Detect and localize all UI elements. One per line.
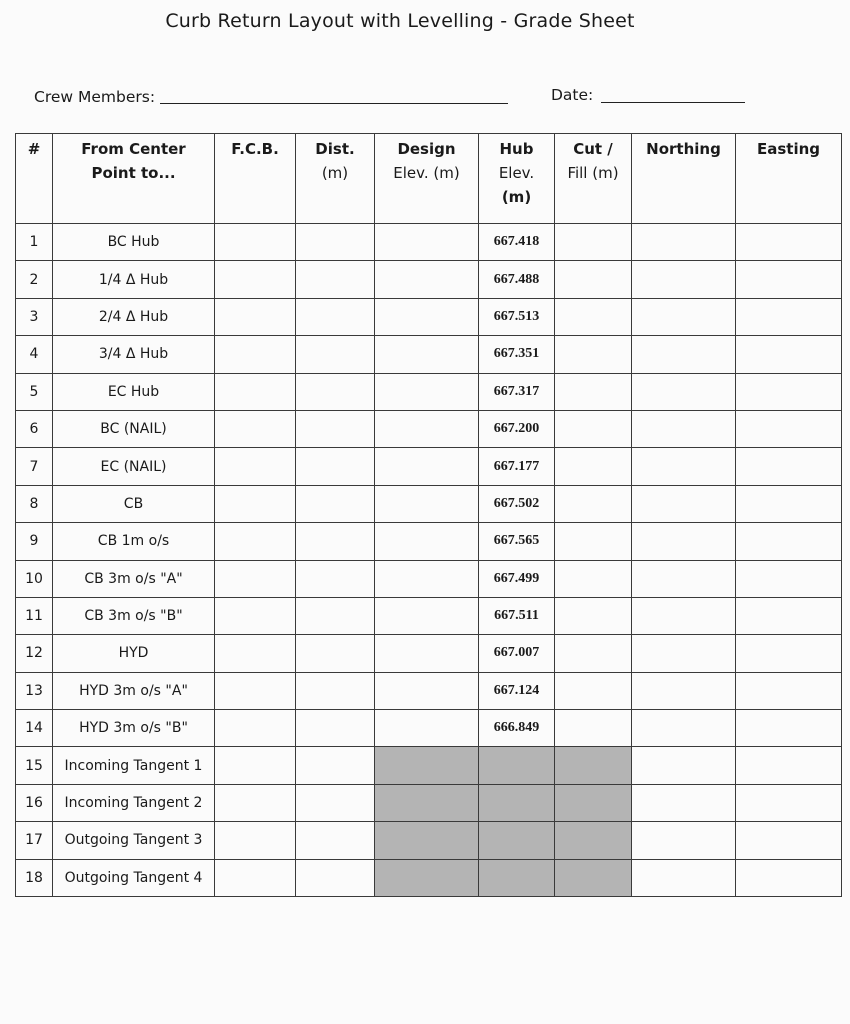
row-easting-cell[interactable] bbox=[736, 859, 842, 896]
row-number: 8 bbox=[16, 485, 53, 522]
row-northing-cell[interactable] bbox=[632, 261, 736, 298]
row-design-elev-cell[interactable] bbox=[375, 672, 479, 709]
row-dist-cell[interactable] bbox=[296, 410, 375, 447]
row-fcb-cell[interactable] bbox=[215, 336, 296, 373]
row-hub-elev: 667.513 bbox=[479, 298, 555, 335]
row-northing-cell[interactable] bbox=[632, 597, 736, 634]
row-fcb-cell[interactable] bbox=[215, 298, 296, 335]
row-northing-cell[interactable] bbox=[632, 373, 736, 410]
row-northing-cell[interactable] bbox=[632, 485, 736, 522]
row-easting-cell[interactable] bbox=[736, 224, 842, 261]
row-northing-cell[interactable] bbox=[632, 635, 736, 672]
table-row bbox=[16, 410, 842, 447]
row-easting-cell[interactable] bbox=[736, 822, 842, 859]
row-number: 9 bbox=[16, 523, 53, 560]
row-dist-cell[interactable] bbox=[296, 597, 375, 634]
row-point: BC (NAIL) bbox=[53, 410, 215, 447]
row-northing-cell[interactable] bbox=[632, 298, 736, 335]
row-fcb-cell[interactable] bbox=[215, 597, 296, 634]
row-cut-fill-cell[interactable] bbox=[555, 410, 632, 447]
table-row bbox=[16, 485, 842, 522]
row-design-elev-cell[interactable] bbox=[375, 336, 479, 373]
row-easting-cell[interactable] bbox=[736, 710, 842, 747]
row-cut-fill-cell[interactable] bbox=[555, 635, 632, 672]
row-cut-fill-cell[interactable] bbox=[555, 672, 632, 709]
row-fcb-cell[interactable] bbox=[215, 523, 296, 560]
row-design-elev-cell[interactable] bbox=[375, 523, 479, 560]
row-hub-elev bbox=[479, 784, 555, 821]
row-fcb-cell[interactable] bbox=[215, 560, 296, 597]
header-row bbox=[16, 134, 842, 224]
row-design-elev-cell[interactable] bbox=[375, 448, 479, 485]
row-design-elev-cell[interactable] bbox=[375, 373, 479, 410]
row-easting-cell[interactable] bbox=[736, 485, 842, 522]
row-dist-cell[interactable] bbox=[296, 859, 375, 896]
row-point: CB 1m o/s bbox=[53, 523, 215, 560]
row-cut-fill-cell[interactable] bbox=[555, 523, 632, 560]
table-row bbox=[16, 448, 842, 485]
row-northing-cell[interactable] bbox=[632, 710, 736, 747]
row-number: 13 bbox=[16, 672, 53, 709]
row-number: 18 bbox=[16, 859, 53, 896]
row-northing-cell[interactable] bbox=[632, 822, 736, 859]
row-number: 3 bbox=[16, 298, 53, 335]
row-cut-fill-cell bbox=[555, 822, 632, 859]
row-dist-cell[interactable] bbox=[296, 747, 375, 784]
row-fcb-cell[interactable] bbox=[215, 410, 296, 447]
row-easting-cell[interactable] bbox=[736, 672, 842, 709]
row-point: 1/4 Δ Hub bbox=[53, 261, 215, 298]
row-easting-cell[interactable] bbox=[736, 523, 842, 560]
row-northing-cell[interactable] bbox=[632, 560, 736, 597]
row-dist-cell[interactable] bbox=[296, 336, 375, 373]
table-row bbox=[16, 523, 842, 560]
date-field[interactable] bbox=[601, 102, 745, 103]
row-northing-cell[interactable] bbox=[632, 747, 736, 784]
row-easting-cell[interactable] bbox=[736, 747, 842, 784]
header-fcb: F.C.B. bbox=[215, 134, 296, 224]
table-row bbox=[16, 373, 842, 410]
row-fcb-cell[interactable] bbox=[215, 710, 296, 747]
row-design-elev-cell[interactable] bbox=[375, 485, 479, 522]
row-northing-cell[interactable] bbox=[632, 336, 736, 373]
row-cut-fill-cell[interactable] bbox=[555, 224, 632, 261]
row-number: 17 bbox=[16, 822, 53, 859]
row-northing-cell[interactable] bbox=[632, 859, 736, 896]
row-number: 16 bbox=[16, 784, 53, 821]
row-point: HYD 3m o/s "B" bbox=[53, 710, 215, 747]
row-number: 15 bbox=[16, 747, 53, 784]
row-cut-fill-cell[interactable] bbox=[555, 710, 632, 747]
row-hub-elev: 667.124 bbox=[479, 672, 555, 709]
table-row bbox=[16, 597, 842, 634]
row-easting-cell[interactable] bbox=[736, 373, 842, 410]
row-number: 11 bbox=[16, 597, 53, 634]
table-row bbox=[16, 336, 842, 373]
row-point: HYD bbox=[53, 635, 215, 672]
row-easting-cell[interactable] bbox=[736, 597, 842, 634]
row-dist-cell[interactable] bbox=[296, 261, 375, 298]
table-row bbox=[16, 298, 842, 335]
row-point: Incoming Tangent 2 bbox=[53, 784, 215, 821]
date-label: Date: bbox=[551, 86, 594, 104]
crew-members-field[interactable] bbox=[160, 103, 508, 104]
row-dist-cell[interactable] bbox=[296, 298, 375, 335]
row-dist-cell[interactable] bbox=[296, 560, 375, 597]
row-point: CB bbox=[53, 485, 215, 522]
header-design-elev: Design Elev. (m) bbox=[375, 134, 479, 224]
row-design-elev-cell bbox=[375, 859, 479, 896]
row-easting-cell[interactable] bbox=[736, 448, 842, 485]
row-fcb-cell[interactable] bbox=[215, 485, 296, 522]
row-hub-elev: 667.317 bbox=[479, 373, 555, 410]
row-point: HYD 3m o/s "A" bbox=[53, 672, 215, 709]
table-row bbox=[16, 747, 842, 784]
grade-sheet-table bbox=[15, 133, 842, 897]
row-cut-fill-cell bbox=[555, 859, 632, 896]
table-row bbox=[16, 560, 842, 597]
row-number: 4 bbox=[16, 336, 53, 373]
row-fcb-cell[interactable] bbox=[215, 635, 296, 672]
row-design-elev-cell[interactable] bbox=[375, 224, 479, 261]
row-easting-cell[interactable] bbox=[736, 261, 842, 298]
row-fcb-cell[interactable] bbox=[215, 672, 296, 709]
row-hub-elev: 667.007 bbox=[479, 635, 555, 672]
row-cut-fill-cell bbox=[555, 784, 632, 821]
row-easting-cell[interactable] bbox=[736, 410, 842, 447]
row-number: 6 bbox=[16, 410, 53, 447]
row-point: 2/4 Δ Hub bbox=[53, 298, 215, 335]
row-point: CB 3m o/s "B" bbox=[53, 597, 215, 634]
row-design-elev-cell bbox=[375, 784, 479, 821]
row-hub-elev bbox=[479, 822, 555, 859]
row-hub-elev: 667.488 bbox=[479, 261, 555, 298]
row-number: 5 bbox=[16, 373, 53, 410]
row-dist-cell[interactable] bbox=[296, 672, 375, 709]
row-hub-elev: 667.177 bbox=[479, 448, 555, 485]
header-northing: Northing bbox=[632, 134, 736, 224]
row-hub-elev: 667.418 bbox=[479, 224, 555, 261]
row-easting-cell[interactable] bbox=[736, 298, 842, 335]
crew-members-label: Crew Members: bbox=[34, 88, 156, 106]
row-number: 7 bbox=[16, 448, 53, 485]
table-row bbox=[16, 261, 842, 298]
row-hub-elev: 667.351 bbox=[479, 336, 555, 373]
row-northing-cell[interactable] bbox=[632, 410, 736, 447]
row-dist-cell[interactable] bbox=[296, 224, 375, 261]
row-point: 3/4 Δ Hub bbox=[53, 336, 215, 373]
row-fcb-cell[interactable] bbox=[215, 784, 296, 821]
row-hub-elev: 667.565 bbox=[479, 523, 555, 560]
table-row bbox=[16, 224, 842, 261]
row-design-elev-cell[interactable] bbox=[375, 560, 479, 597]
row-point: Outgoing Tangent 3 bbox=[53, 822, 215, 859]
row-hub-elev: 667.502 bbox=[479, 485, 555, 522]
row-number: 1 bbox=[16, 224, 53, 261]
page-title: Curb Return Layout with Levelling - Grade Sheet bbox=[165, 10, 635, 32]
row-dist-cell[interactable] bbox=[296, 822, 375, 859]
row-cut-fill-cell[interactable] bbox=[555, 485, 632, 522]
row-cut-fill-cell[interactable] bbox=[555, 373, 632, 410]
row-hub-elev: 667.499 bbox=[479, 560, 555, 597]
row-design-elev-cell bbox=[375, 822, 479, 859]
row-cut-fill-cell[interactable] bbox=[555, 597, 632, 634]
row-cut-fill-cell bbox=[555, 747, 632, 784]
row-northing-cell[interactable] bbox=[632, 784, 736, 821]
row-design-elev-cell bbox=[375, 747, 479, 784]
row-cut-fill-cell[interactable] bbox=[555, 336, 632, 373]
row-northing-cell[interactable] bbox=[632, 523, 736, 560]
row-fcb-cell[interactable] bbox=[215, 859, 296, 896]
table-row bbox=[16, 635, 842, 672]
row-design-elev-cell[interactable] bbox=[375, 597, 479, 634]
header-cut-fill: Cut / Fill (m) bbox=[555, 134, 632, 224]
header-hub-elev: Hub Elev. (m) bbox=[479, 134, 555, 224]
row-point: CB 3m o/s "A" bbox=[53, 560, 215, 597]
table-row bbox=[16, 859, 842, 896]
row-point: Outgoing Tangent 4 bbox=[53, 859, 215, 896]
row-number: 12 bbox=[16, 635, 53, 672]
row-fcb-cell[interactable] bbox=[215, 261, 296, 298]
row-point: Incoming Tangent 1 bbox=[53, 747, 215, 784]
row-easting-cell[interactable] bbox=[736, 336, 842, 373]
row-hub-elev: 667.511 bbox=[479, 597, 555, 634]
row-hub-elev bbox=[479, 747, 555, 784]
row-fcb-cell[interactable] bbox=[215, 224, 296, 261]
row-cut-fill-cell[interactable] bbox=[555, 448, 632, 485]
table-row bbox=[16, 784, 842, 821]
row-fcb-cell[interactable] bbox=[215, 747, 296, 784]
row-dist-cell[interactable] bbox=[296, 448, 375, 485]
row-design-elev-cell[interactable] bbox=[375, 410, 479, 447]
row-number: 2 bbox=[16, 261, 53, 298]
row-point: EC (NAIL) bbox=[53, 448, 215, 485]
table-row bbox=[16, 672, 842, 709]
row-design-elev-cell[interactable] bbox=[375, 261, 479, 298]
row-design-elev-cell[interactable] bbox=[375, 298, 479, 335]
row-northing-cell[interactable] bbox=[632, 224, 736, 261]
row-dist-cell[interactable] bbox=[296, 635, 375, 672]
row-northing-cell[interactable] bbox=[632, 448, 736, 485]
row-dist-cell[interactable] bbox=[296, 523, 375, 560]
row-dist-cell[interactable] bbox=[296, 784, 375, 821]
header-point: From Center Point to... bbox=[53, 134, 215, 224]
row-cut-fill-cell[interactable] bbox=[555, 298, 632, 335]
row-cut-fill-cell[interactable] bbox=[555, 560, 632, 597]
header-num: # bbox=[16, 134, 53, 224]
row-easting-cell[interactable] bbox=[736, 635, 842, 672]
row-fcb-cell[interactable] bbox=[215, 373, 296, 410]
row-easting-cell[interactable] bbox=[736, 560, 842, 597]
row-point: EC Hub bbox=[53, 373, 215, 410]
row-hub-elev: 667.200 bbox=[479, 410, 555, 447]
row-number: 10 bbox=[16, 560, 53, 597]
row-number: 14 bbox=[16, 710, 53, 747]
row-hub-elev bbox=[479, 859, 555, 896]
header-dist: Dist. (m) bbox=[296, 134, 375, 224]
row-fcb-cell[interactable] bbox=[215, 822, 296, 859]
row-easting-cell[interactable] bbox=[736, 784, 842, 821]
row-dist-cell[interactable] bbox=[296, 710, 375, 747]
table-row bbox=[16, 822, 842, 859]
row-point: BC Hub bbox=[53, 224, 215, 261]
row-northing-cell[interactable] bbox=[632, 672, 736, 709]
table-row bbox=[16, 710, 842, 747]
header-easting: Easting bbox=[736, 134, 842, 224]
row-dist-cell[interactable] bbox=[296, 485, 375, 522]
row-fcb-cell[interactable] bbox=[215, 448, 296, 485]
row-design-elev-cell[interactable] bbox=[375, 710, 479, 747]
row-dist-cell[interactable] bbox=[296, 373, 375, 410]
row-design-elev-cell[interactable] bbox=[375, 635, 479, 672]
row-cut-fill-cell[interactable] bbox=[555, 261, 632, 298]
row-hub-elev: 666.849 bbox=[479, 710, 555, 747]
